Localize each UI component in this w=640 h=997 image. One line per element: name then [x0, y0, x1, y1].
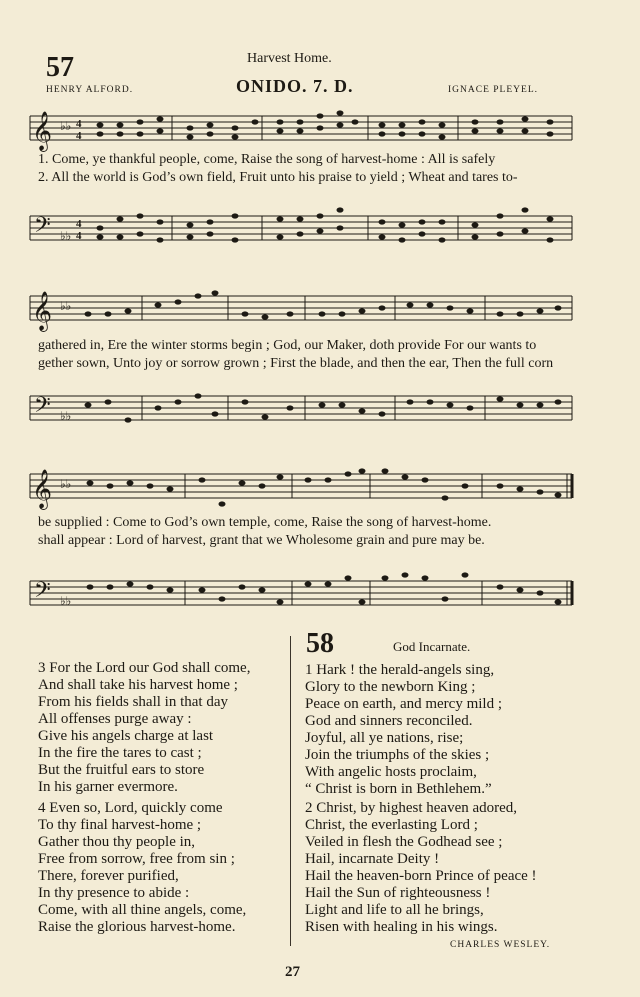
svg-text:♭♭: ♭♭ — [60, 299, 72, 313]
lyric-line: 2. All the world is God’s own field, Fruit unto his praise to yield ; Wheat and tares to- — [38, 170, 518, 185]
stanza-1 — [305, 662, 502, 798]
column-divider — [290, 636, 291, 946]
bass-staff — [30, 210, 575, 250]
stanza-line: In his garner evermore. — [38, 779, 178, 795]
stanza-line: God and sinners reconciled. — [305, 713, 473, 729]
stanza-line: Join the triumphs of the skies ; — [305, 747, 490, 763]
svg-text:𝄢: 𝄢 — [34, 393, 51, 422]
stanza-line: With angelic hosts proclaim, — [305, 764, 477, 780]
page-number: 27 — [285, 964, 300, 980]
tune-name: ONIDO. 7. D. — [236, 76, 354, 96]
svg-text:4: 4 — [76, 230, 82, 242]
lyric-line: be supplied : Come to God’s own temple, come, Raise the song of harvest-home. — [38, 515, 492, 530]
stanza-line: Hail, incarnate Deity ! — [305, 851, 440, 867]
hymn-number-58: 58 — [306, 628, 334, 659]
stanza-line: Hail the Sun of righteousness ! — [305, 885, 491, 901]
lyric-line: gether sown, Unto joy or sorrow grown ; First the blade, and then the ear, Then the full corn — [38, 356, 554, 371]
hymn-title: Harvest Home. — [247, 51, 332, 66]
stanza-line: 2 Christ, by highest heaven adored, — [305, 800, 518, 816]
stanza-line: Raise the glorious harvest-home. — [38, 919, 236, 935]
composer: IGNACE PLEYEL. — [448, 85, 538, 95]
stanza-line: There, forever purified, — [38, 868, 179, 884]
lyric-line: 1. Come, ye thankful people, come, Raise the song of harvest-home : All is safely — [38, 152, 496, 167]
stanza-line: Come, with all thine angels, come, — [38, 902, 247, 918]
stanza-line: 1 Hark ! the herald-angels sing, — [305, 662, 495, 678]
hymn-author: CHARLES WESLEY. — [450, 940, 551, 950]
stanza-line: Veiled in flesh the Godhead see ; — [305, 834, 503, 850]
svg-text:𝄢: 𝄢 — [34, 213, 51, 242]
hymn-number-57: 57 — [46, 52, 74, 83]
bass-staff — [30, 575, 575, 615]
treble-staff — [30, 290, 575, 330]
svg-text:𝄞: 𝄞 — [32, 113, 53, 150]
bass-staff — [30, 390, 575, 430]
stanza-line: Give his angels charge at last — [38, 728, 214, 744]
stanza-line: All offenses purge away : — [38, 711, 192, 727]
svg-text:4: 4 — [76, 130, 82, 142]
hymn-author: HENRY ALFORD. — [46, 85, 134, 95]
stanza-line: 3 For the Lord our God shall come, — [38, 660, 251, 676]
stanza-line: Risen with healing in his wings. — [305, 919, 498, 935]
stanza-line: Light and life to all he brings, — [305, 902, 484, 918]
svg-text:♭♭: ♭♭ — [60, 594, 72, 608]
svg-text:♭♭: ♭♭ — [60, 409, 72, 423]
stanza-4 — [38, 800, 246, 936]
svg-text:𝄞: 𝄞 — [32, 293, 53, 330]
stanza-line: “ Christ is born in Bethlehem.” — [305, 781, 492, 797]
svg-text:4: 4 — [76, 218, 82, 230]
svg-text:♭♭: ♭♭ — [60, 119, 72, 133]
stanza-line: From his fields shall in that day — [38, 694, 228, 710]
svg-text:♭♭: ♭♭ — [60, 477, 72, 491]
stanza-line: Free from sorrow, free from sin ; — [38, 851, 235, 867]
stanza-line: Peace on earth, and mercy mild ; — [305, 696, 503, 712]
stanza-2 — [305, 800, 537, 936]
stanza-line: Gather thou thy people in, — [38, 834, 196, 850]
stanza-3 — [38, 660, 250, 796]
stanza-line: Christ, the everlasting Lord ; — [305, 817, 478, 833]
stanza-line: Hail the heaven-born Prince of peace ! — [305, 868, 537, 884]
svg-text:𝄢: 𝄢 — [34, 578, 51, 607]
hymn-title: God Incarnate. — [393, 639, 471, 654]
treble-staff — [30, 468, 575, 508]
stanza-line: In thy presence to abide : — [38, 885, 190, 901]
stanza-line: Glory to the newborn King ; — [305, 679, 476, 695]
svg-text:𝄞: 𝄞 — [32, 471, 53, 508]
treble-staff — [30, 110, 575, 150]
svg-text:4: 4 — [76, 118, 82, 130]
stanza-line: 4 Even so, Lord, quickly come — [38, 800, 223, 816]
svg-text:♭♭: ♭♭ — [60, 229, 72, 243]
stanza-line: But the fruitful ears to store — [38, 762, 205, 778]
stanza-line: In the fire the tares to cast ; — [38, 745, 202, 761]
stanza-line: Joyful, all ye nations, rise; — [305, 730, 464, 746]
lyric-line: shall appear : Lord of harvest, grant that we Wholesome grain and pure may be. — [38, 533, 485, 548]
stanza-line: And shall take his harvest home ; — [38, 677, 238, 693]
lyric-line: gathered in, Ere the winter storms begin ; God, our Maker, doth provide For our wants to — [38, 338, 537, 353]
stanza-line: To thy final harvest-home ; — [38, 817, 202, 833]
